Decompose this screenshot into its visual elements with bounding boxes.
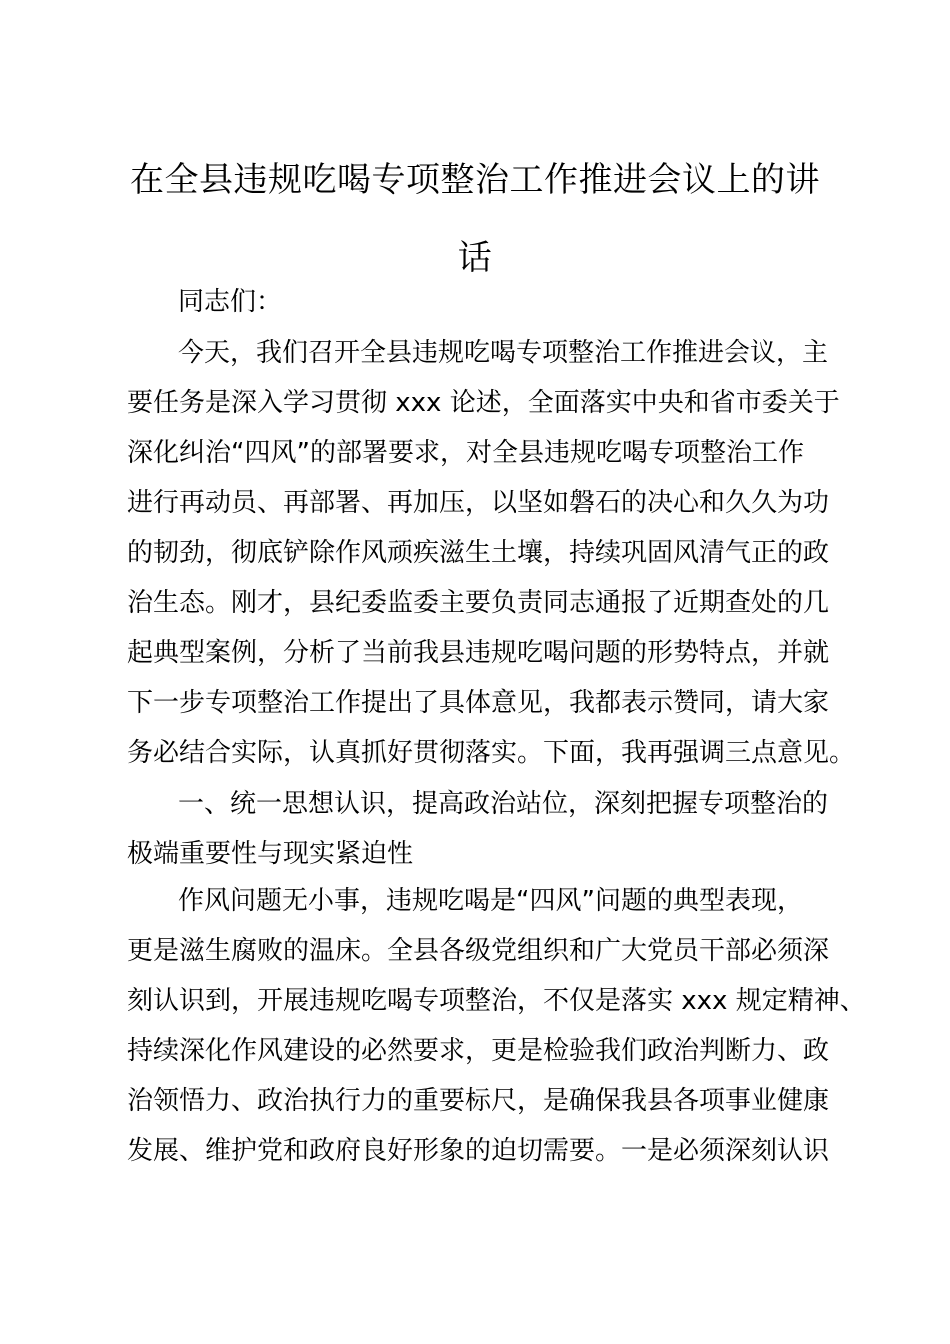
document-title-line-2: 话 <box>457 238 493 278</box>
paragraph-1-line: 治生态。刚才，县纪委监委主要负责同志通报了近期查处的几 <box>127 588 830 618</box>
paragraph-1-line: 今天，我们召开全县违规吃喝专项整治工作推进会议，主 <box>178 338 829 368</box>
document-title-line-1: 在全县违规吃喝专项整治工作推进会议上的讲 <box>130 160 820 200</box>
paragraph-1-line: 进行再动员、再部署、再加压，以坚如磐石的决心和久久为功 <box>127 488 830 518</box>
paragraph-2-line: 治领悟力、政治执行力的重要标尺，是确保我县各项事业健康 <box>127 1086 830 1116</box>
paragraph-1-line: 的韧劲，彻底铲除作风顽疾滋生土壤，持续巩固风清气正的政 <box>127 538 830 568</box>
paragraph-2-line: 持续深化作风建设的必然要求，更是检验我们政治判断力、政 <box>127 1036 830 1066</box>
paragraph-2-line: 刻认识到，开展违规吃喝专项整治，不仅是落实 xxx 规定精神、 <box>127 986 866 1016</box>
salutation: 同志们： <box>178 287 283 317</box>
paragraph-2-line: 发展、维护党和政府良好形象的迫切需要。一是必须深刻认识 <box>127 1136 830 1166</box>
section-heading-line: 极端重要性与现实紧迫性 <box>127 839 414 869</box>
paragraph-2-line: 作风问题无小事，违规吃喝是“四风”问题的典型表现， <box>178 886 803 916</box>
paragraph-1-line: 要任务是深入学习贯彻 xxx 论述，全面落实中央和省市委关于 <box>127 388 840 418</box>
paragraph-1-line: 务必结合实际，认真抓好贯彻落实。下面，我再强调三点意见。 <box>127 738 856 768</box>
paragraph-2-line: 更是滋生腐败的温床。全县各级党组织和广大党员干部必须深 <box>127 936 830 966</box>
paragraph-1-line: 下一步专项整治工作提出了具体意见，我都表示赞同，请大家 <box>127 688 830 718</box>
paragraph-1-line: 深化纠治“四风”的部署要求，对全县违规吃喝专项整治工作 <box>127 438 804 468</box>
paragraph-1-line: 起典型案例，分析了当前我县违规吃喝问题的形势特点，并就 <box>127 638 830 668</box>
section-heading-line: 一、统一思想认识，提高政治站位，深刻把握专项整治的 <box>178 789 829 819</box>
